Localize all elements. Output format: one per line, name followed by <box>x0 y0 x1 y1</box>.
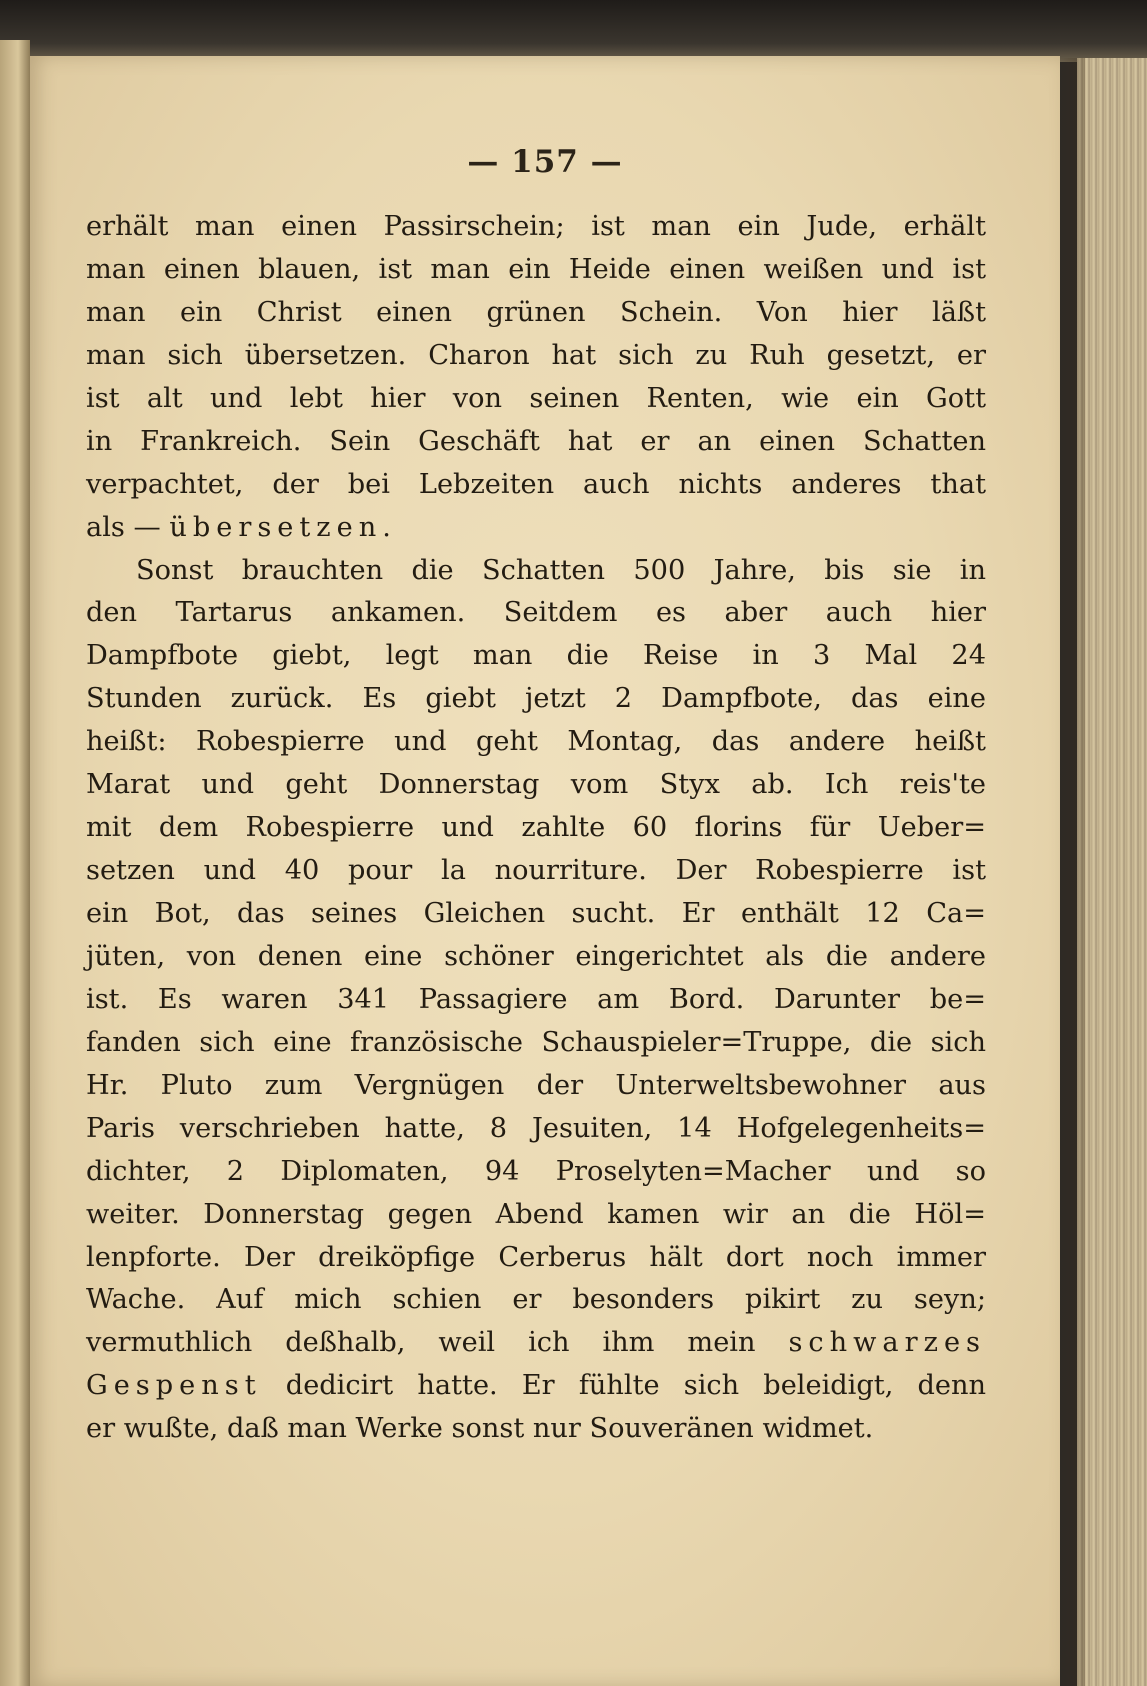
text-line: in Frankreich. Sein Geschäft hat er an einen Schatten <box>86 425 986 457</box>
text-fragment: dedicirt hatte. Er fühlte sich beleidigt, denn <box>261 1370 986 1402</box>
text-line: Wache. Auf mich schien er besonders pikirt zu seyn; <box>86 1284 986 1316</box>
text-line: erhält man einen Passirschein; ist man ein Jude, erhält <box>86 211 986 242</box>
text-line: man einen blauen, ist man ein Heide einen weißen und ist <box>86 253 986 285</box>
text-line: den Tartarus ankamen. Seitdem es aber auch hier <box>86 597 986 629</box>
text-line: Dampfbote giebt, legt man die Reise in 3 Mal 24 <box>86 640 986 672</box>
text-line <box>86 507 986 550</box>
text-line: verpachtet, der bei Lebzeiten auch nichts anderes that <box>86 468 986 500</box>
text-line: ist. Es waren 341 Passagiere am Bord. Darunter be= <box>86 983 986 1015</box>
page-number: — 157 — <box>467 144 623 180</box>
text-line <box>86 1322 986 1365</box>
text-line: er wußte, daß man Werke sonst nur Souveränen widmet. <box>86 1413 874 1445</box>
page-stack <box>1077 58 1147 1686</box>
text-line: weiter. Donnerstag gegen Abend kamen wir an die Höl= <box>86 1198 986 1230</box>
text-line: man ein Christ einen grünen Schein. Von hier läßt <box>86 296 986 328</box>
text-line: setzen und 40 pour la nourriture. Der Robespierre ist <box>86 855 986 887</box>
text-line: ist alt und lebt hier von seinen Renten, wie ein Gott <box>86 382 986 414</box>
text-fragment: vermuthlich deßhalb, weil ich ihm mein <box>86 1327 789 1359</box>
facing-page-edge <box>0 40 30 1686</box>
spaced-word: Gespenst <box>86 1370 262 1402</box>
book-page <box>30 56 1060 1686</box>
body-text <box>86 206 986 1451</box>
spaced-word: übersetzen. <box>169 511 397 543</box>
text-fragment: als — <box>86 511 170 543</box>
text-line: heißt: Robespierre und geht Montag, das andere heißt <box>86 726 986 758</box>
page-stack-shadow <box>1059 58 1085 1686</box>
text-line: man sich übersetzen. Charon hat sich zu Ruh gesetzt, er <box>86 339 986 371</box>
text-line: dichter, 2 Diplomaten, 94 Proselyten=Macher und so <box>86 1155 986 1187</box>
text-line <box>86 1365 986 1408</box>
text-line: Marat und geht Donnerstag vom Styx ab. Ich reis'te <box>86 769 986 801</box>
text-line: ein Bot, das seines Gleichen sucht. Er enthält 12 Ca= <box>86 898 986 929</box>
text-line: Paris verschrieben hatte, 8 Jesuiten, 14 Hofgelegenheits= <box>86 1112 986 1144</box>
text-line: Stunden zurück. Es giebt jetzt 2 Dampfbote, das eine <box>86 683 986 715</box>
text-line: fanden sich eine französische Schauspieler=Truppe, die sich <box>86 1026 986 1058</box>
text-line: Sonst brauchten die Schatten 500 Jahre, bis sie in <box>136 554 986 586</box>
binding-edge <box>0 0 1147 62</box>
text-line: mit dem Robespierre und zahlte 60 florins für Ueber= <box>86 812 986 844</box>
text-line: lenpforte. Der dreiköpfige Cerberus hält dort noch immer <box>86 1241 986 1273</box>
text-line: Hr. Pluto zum Vergnügen der Unterweltsbewohner aus <box>86 1069 986 1101</box>
spaced-word: schwarzes <box>788 1327 986 1359</box>
text-line: jüten, von denen eine schöner eingerichtet als die andere <box>86 940 986 972</box>
